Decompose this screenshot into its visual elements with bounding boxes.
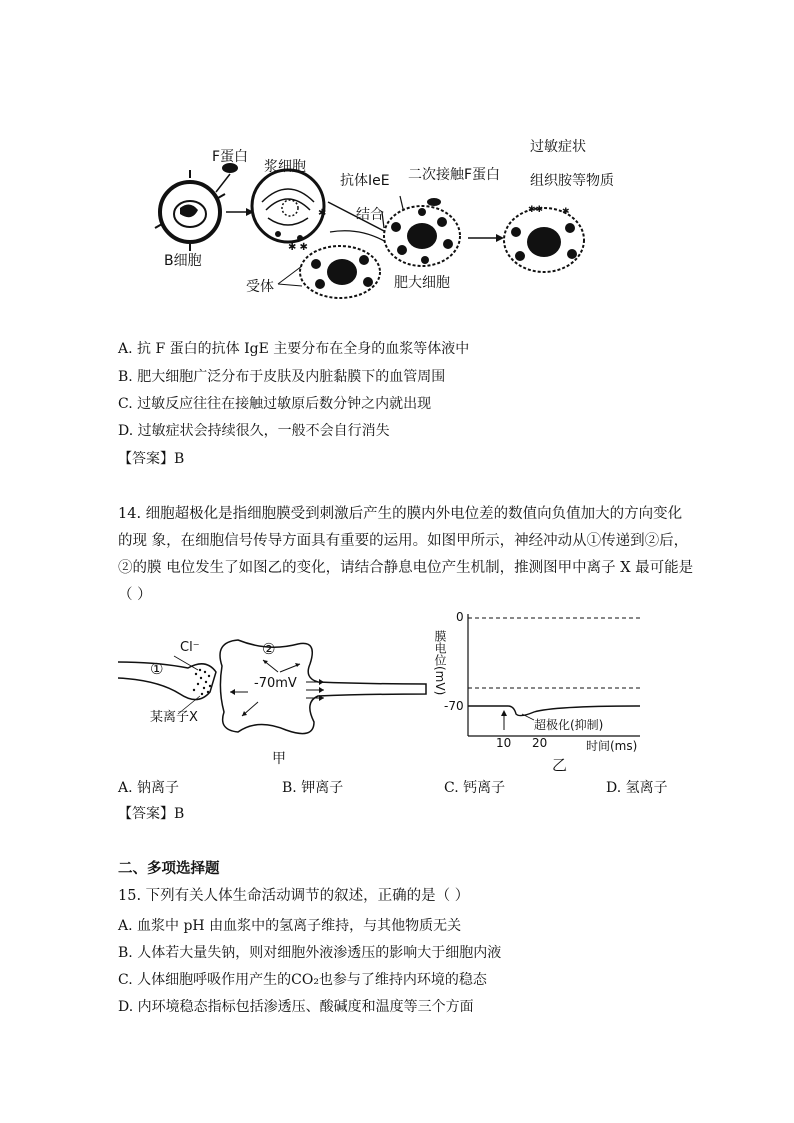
q13-option-a: A. 抗 F 蛋白的抗体 IgE 主要分布在全身的血浆等体液中 [118, 341, 470, 357]
b-cell-label: B细胞 [164, 253, 202, 269]
q14-answer: 【答案】B [118, 806, 185, 822]
q14-option-c: C. 钙离子 [444, 780, 506, 796]
figure-yi [424, 606, 674, 776]
section-title: 二、多项选择题 [118, 860, 220, 877]
plasma-cell-label: 浆细胞 [264, 159, 306, 175]
q14-line-4: （ ） [118, 587, 152, 603]
q14-option-d: D. 氢离子 [606, 780, 668, 796]
figure-jia [118, 622, 428, 772]
q15-option-b: B. 人体若大量失钠，则对细胞外液渗透压的影响大于细胞内液 [118, 945, 502, 961]
hyperpolarization-annotation: 超极化(抑制) [534, 718, 604, 732]
mast-cell-label: 肥大细胞 [394, 275, 450, 291]
q13-answer: 【答案】B [118, 451, 185, 467]
f-protein-label: F蛋白 [212, 149, 249, 165]
y-axis-label: 膜电位(mV) [433, 630, 447, 696]
figure-jia-caption: 甲 [272, 751, 286, 767]
vesicle-dots [193, 669, 211, 695]
q14-line-1: 14. 细胞超极化是指细胞膜受到刺激后产生的膜内外电位差的数值向负值加大的方向变化 [118, 506, 683, 522]
x-tick-20: 20 [532, 736, 548, 750]
q14-option-b: B. 钾离子 [282, 780, 344, 796]
q15-option-d: D. 内环境稳态指标包括渗透压、酸碱度和温度等三个方面 [118, 999, 474, 1015]
cl-ion-label: Cl⁻ [180, 640, 200, 655]
resting-potential-label: -70mV [254, 676, 297, 691]
q13-option-d: D. 过敏症状会持续很久，一般不会自行消失 [118, 423, 390, 439]
mast-cell-1-drawing [384, 206, 460, 266]
y-tick-minus70: -70 [444, 699, 464, 713]
ion-x-label: 某离子X [150, 710, 198, 725]
svg-text:✱: ✱ [562, 207, 570, 217]
svg-text:✱ ✱: ✱ ✱ [288, 242, 308, 253]
mast-cell-2-drawing [300, 246, 380, 298]
svg-text:✱: ✱ [318, 208, 327, 219]
allergy-diagram [150, 132, 650, 302]
antibody-label: 抗体IeE [340, 173, 390, 189]
plasma-cell-drawing [252, 170, 327, 242]
potential-curve [468, 706, 640, 716]
histamine-label: 组织胺等物质 [530, 173, 614, 189]
x-axis-label: 时间(ms) [586, 739, 638, 753]
q15-stem: 15. 下列有关人体生命活动调节的叙述，正确的是（ ） [118, 888, 470, 904]
q14-option-a: A. 钠离子 [118, 780, 180, 796]
q15-option-c: C. 人体细胞呼吸作用产生的CO₂也参与了维持内环境的稳态 [118, 972, 487, 988]
bind-label: 结合 [356, 207, 384, 223]
second-contact-label: 二次接触F蛋白 [408, 167, 501, 183]
svg-text:✱✱: ✱✱ [528, 205, 544, 215]
x-tick-10: 10 [496, 736, 512, 750]
q14-line-2: 的现 象，在细胞信号传导方面具有重要的运用。如图甲所示，神经冲动从①传递到②后， [118, 533, 689, 549]
receptor-label: 受体 [246, 279, 274, 295]
b-cell-drawing [155, 170, 225, 251]
neuron-2-label: ② [262, 640, 276, 658]
figure-yi-caption: 乙 [552, 756, 568, 774]
neuron-1-label: ① [150, 660, 164, 678]
y-tick-0: 0 [456, 610, 464, 624]
q13-option-b: B. 肥大细胞广泛分布于皮肤及内脏黏膜下的血管周围 [118, 369, 446, 385]
mast-cell-3-drawing [504, 205, 584, 272]
q15-option-a: A. 血浆中 pH 由血浆中的氢离子维持，与其他物质无关 [118, 918, 462, 934]
q13-option-c: C. 过敏反应往往在接触过敏原后数分钟之内就出现 [118, 396, 432, 412]
allergy-symptom-label: 过敏症状 [530, 139, 586, 155]
q14-line-3: ②的膜 电位发生了如图乙的变化，请结合静息电位产生机制，推测图甲中离子 X 最可能是 [118, 560, 694, 576]
